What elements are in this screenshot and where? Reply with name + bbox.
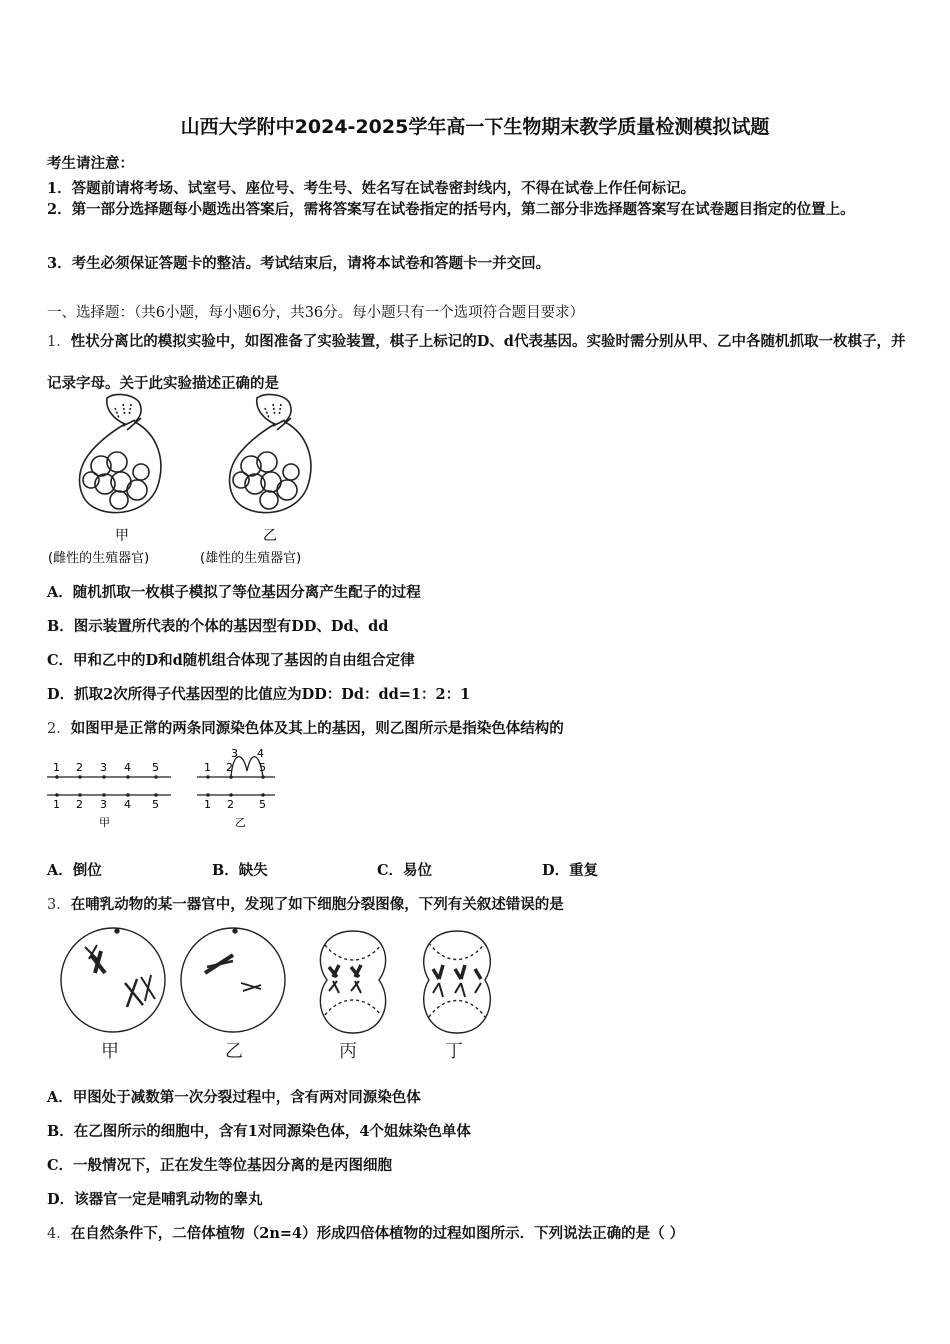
q2-yi-bottom-2: 2 [227, 798, 234, 811]
q1-label-yi: 乙 [263, 528, 277, 544]
q3-option-c[interactable]: C．一般情况下，正在发生等位基因分离的是丙图细胞 [47, 1157, 393, 1174]
q1-option-a[interactable]: A．随机抓取一枚棋子模拟了等位基因分离产生配子的过程 [47, 584, 421, 601]
q2-option-a[interactable]: A．倒位 [47, 862, 102, 879]
q1-caption-yi: (雄性的生殖器官) [200, 551, 302, 566]
q3-option-d[interactable]: D．该器官一定是哺乳动物的睾丸 [47, 1191, 263, 1208]
question-3-text: 在哺乳动物的某一器官中，发现了如下细胞分裂图像，下列有关叙述错误的是 [70, 896, 564, 913]
q2-figure [45, 745, 285, 835]
q2-option-c[interactable]: C．易位 [377, 862, 433, 879]
q1-label-jia: 甲 [115, 528, 129, 544]
q3-option-b[interactable]: B．在乙图所示的细胞中，含有1对同源染色体，4个姐妹染色单体 [47, 1123, 471, 1140]
q2-label-yi: 乙 [235, 816, 246, 829]
q1-caption-jia: (雌性的生殖器官) [48, 551, 150, 566]
q3-option-a[interactable]: A．甲图处于减数第一次分裂过程中，含有两对同源染色体 [47, 1089, 421, 1106]
q2-jia-bottom-4: 4 [124, 798, 131, 811]
q2-yi-top-5: 5 [259, 761, 266, 774]
notice-item-3: 3．考生必须保证答题卡的整洁。考试结束后，请将本试卷和答题卡一并交回。 [47, 255, 551, 272]
q3-label-ding: 丁 [445, 1041, 463, 1062]
q2-jia-bottom-1: 1 [53, 798, 60, 811]
q1-figure [45, 390, 345, 570]
bag-jia [80, 395, 161, 513]
q3-figure [55, 925, 505, 1065]
notice-item-1: 1．答题前请将考场、试室号、座位号、考生号、姓名写在试卷密封线内，不得在试卷上作任何标记。 [47, 180, 696, 197]
q2-yi-top-3: 3 [231, 747, 238, 760]
q2-yi-top-1: 1 [204, 761, 211, 774]
notice-header: 考生请注意： [47, 155, 134, 172]
q2-yi-top-4: 4 [257, 747, 264, 760]
q3-label-yi: 乙 [225, 1041, 243, 1062]
question-4-text: 在自然条件下，二倍体植物（2n=4）形成四倍体植物的过程如图所示．下列说法正确的是（ ） [70, 1225, 685, 1242]
q2-jia-top-5: 5 [152, 761, 159, 774]
q2-jia-top-2: 2 [76, 761, 83, 774]
question-2-number: 2． [47, 721, 71, 737]
q1-option-b[interactable]: B．图示装置所代表的个体的基因型有DD、Dd、dd [47, 618, 389, 635]
q2-jia-bottom-2: 2 [76, 798, 83, 811]
page-title: 山西大学附中2024-2025学年高一下生物期末教学质量检测模拟试题 [180, 116, 770, 138]
question-1-text: 性状分离比的模拟实验中，如图准备了实验装置，棋子上标记的D、d代表基因。实验时需分别从甲、乙中各随机抓取一枚棋子，并记录字母。关于此实验描述正确的是 [47, 333, 906, 392]
q2-jia-top-1: 1 [53, 761, 60, 774]
section-heading: 一、选择题：（共6小题，每小题6分，共36分。每小题只有一个选项符合题目要求） [47, 305, 585, 321]
question-2 [47, 717, 564, 738]
q2-jia-top-4: 4 [124, 761, 131, 774]
bag-yi [230, 395, 311, 513]
q2-label-jia: 甲 [99, 816, 110, 829]
q2-jia-top-3: 3 [100, 761, 107, 774]
question-2-text: 如图甲是正常的两条同源染色体及其上的基因，则乙图所示是指染色体结构的 [70, 720, 564, 737]
q3-label-jia: 甲 [101, 1041, 119, 1062]
question-4-number: 4． [47, 1226, 71, 1242]
question-4 [47, 1222, 684, 1243]
q2-jia-bottom-5: 5 [152, 798, 159, 811]
question-3 [47, 893, 564, 914]
q1-option-c[interactable]: C．甲和乙中的D和d随机组合体现了基因的自由组合定律 [47, 652, 415, 669]
q2-jia-bottom-3: 3 [100, 798, 107, 811]
question-3-number: 3． [47, 897, 71, 913]
notice-item-2: 2．第一部分选择题每小题选出答案后，需将答案写在试卷指定的括号内，第二部分非选择题答案写在试卷题目指定的位置上。 [47, 201, 855, 218]
q1-option-d[interactable]: D．抓取2次所得子代基因型的比值应为DD：Dd：dd=1：2：1 [47, 686, 471, 703]
q3-label-bing: 丙 [339, 1041, 357, 1062]
q2-option-d[interactable]: D．重复 [542, 862, 599, 879]
q2-option-b[interactable]: B．缺失 [212, 862, 268, 879]
question-1-number: 1． [47, 334, 71, 350]
q2-yi-bottom-3: 5 [259, 798, 266, 811]
q2-yi-bottom-1: 1 [204, 798, 211, 811]
q2-yi-top-2: 2 [226, 761, 233, 774]
